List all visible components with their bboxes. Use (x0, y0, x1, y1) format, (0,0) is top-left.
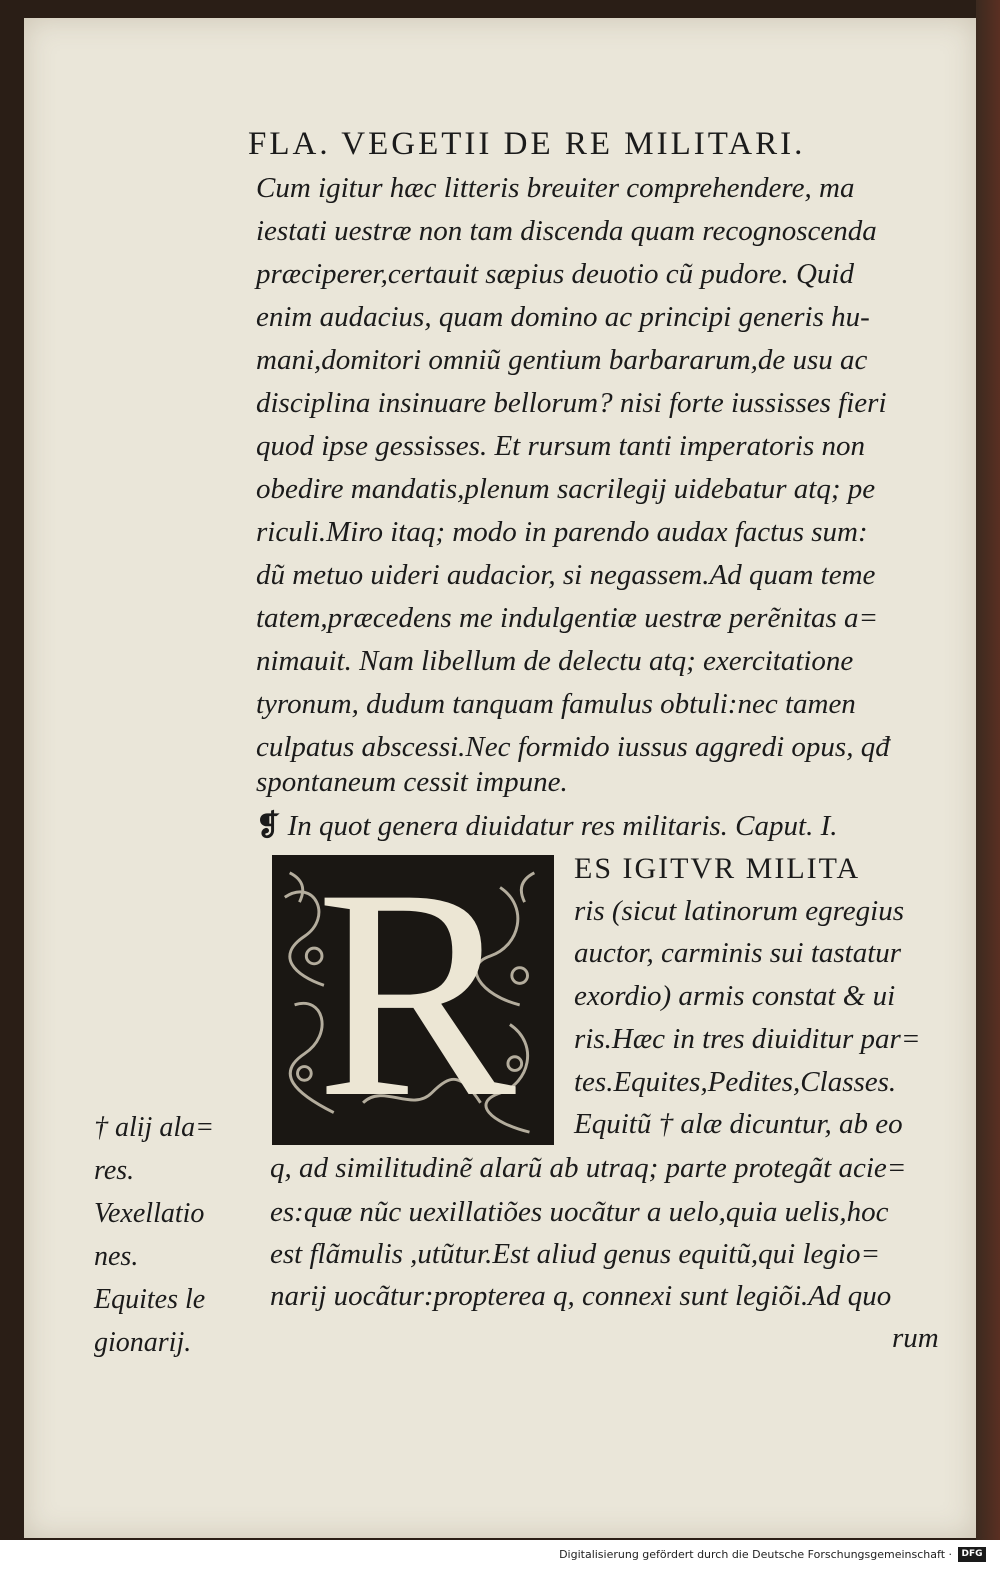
text-line: obedire mandatis,plenum sacrilegij uidebatur atq; pe (256, 473, 876, 505)
text-line: ES IGITVR MILITA (574, 852, 861, 885)
text-line: est flãmulis ,utũtur.Est aliud genus equitũ,qui legio= (270, 1238, 881, 1270)
digitization-credit: Digitalisierung gefördert durch die Deutsche Forschungsgemeinschaft · (559, 1548, 952, 1561)
catchword: rum (892, 1322, 939, 1354)
margin-note: Vexellatio (94, 1198, 205, 1229)
text-line: q, ad similitudinẽ alarũ ab utraq; parte protegãt acie= (270, 1152, 907, 1184)
text-line: Equitũ † alæ dicuntur, ab eo (574, 1108, 903, 1140)
text-line: mani,domitori omniũ gentium barbararum,de usu ac (256, 344, 868, 376)
text-line: præciperer,certauit sæpius deuotio cũ pudore. Quid (256, 258, 854, 290)
margin-note: res. (94, 1155, 135, 1186)
initial-letter: R (315, 855, 517, 1145)
text-line: ris (sicut latinorum egregius (574, 895, 905, 927)
text-line: tyronum, dudum tanquam famulus obtuli:nec tamen (256, 688, 856, 720)
chapter-rubric (256, 808, 838, 843)
text-line: tatem,præcedens me indulgentiæ uestræ perẽnitas a= (256, 602, 879, 634)
margin-note: nes. (94, 1241, 139, 1272)
text-line: riculi.Miro itaq; modo in parendo audax factus sum: (256, 516, 868, 548)
text-line: tes.Equites,Pedites,Classes. (574, 1066, 897, 1098)
pilcrow-icon: ❡ (256, 810, 281, 842)
text-line: enim audacius, quam domino ac principi generis hu- (256, 301, 870, 333)
decorated-initial (272, 855, 554, 1145)
margin-note: gionarij. (94, 1327, 192, 1358)
margin-note: † alij ala= (94, 1112, 215, 1143)
text-line: es:quæ nũc uexillatiões uocãtur a uelo,quia uelis,hoc (270, 1196, 889, 1228)
text-line: auctor, carminis sui tastatur (574, 937, 902, 969)
text-line: exordio) armis constat & ui (574, 980, 896, 1012)
dfg-logo: DFG (958, 1547, 986, 1562)
text-line: Cum igitur hæc litteris breuiter comprehendere, ma (256, 172, 855, 204)
text-line: culpatus abscessi.Nec formido iussus aggredi opus, qđ (256, 731, 890, 763)
text-line: narij uocãtur:propterea q, connexi sunt legiõi.Ad quo (270, 1280, 892, 1312)
text-line: spontaneum cessit impune. (256, 766, 568, 798)
text-line: ris.Hæc in tres diuiditur par= (574, 1023, 921, 1055)
text-line: dũ metuo uideri audacior, si negassem.Ad quam teme (256, 559, 876, 591)
text-line: quod ipse gessisses. Et rursum tanti imperatoris non (256, 430, 866, 462)
book-spine-edge (976, 0, 1000, 1540)
text-line: iestati uestræ non tam discenda quam recognoscenda (256, 215, 877, 247)
running-title: FLA. VEGETII DE RE MILITARI. (248, 126, 806, 162)
text-line: nimauit. Nam libellum de delectu atq; exercitatione (256, 645, 854, 677)
margin-note: Equites le (94, 1284, 206, 1315)
text-line: disciplina insinuare bellorum? nisi forte iussisses fieri (256, 387, 887, 419)
chapter-heading: In quot genera diuidatur res militaris. Caput. I. (287, 810, 838, 842)
